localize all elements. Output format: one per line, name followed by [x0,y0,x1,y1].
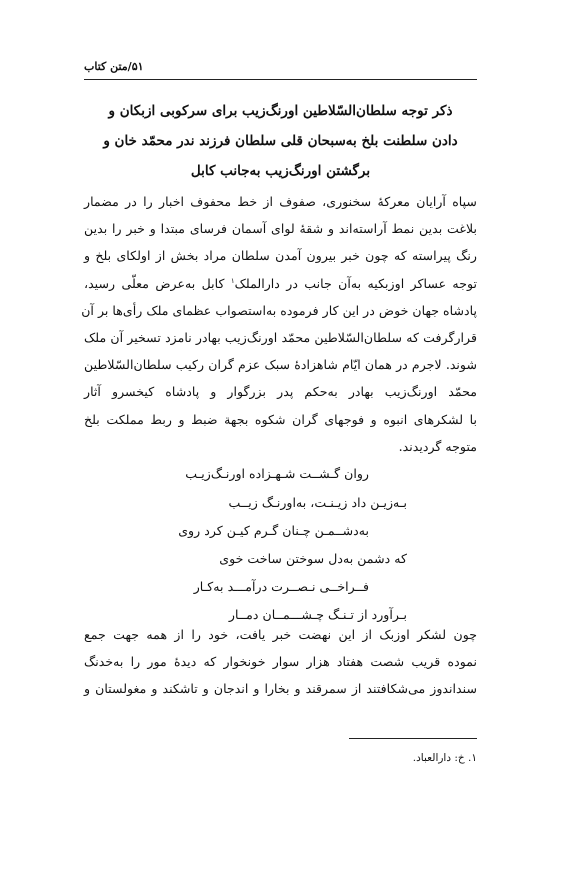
body-line: شوند. لاجرم در همان ایّام شاهزادهٔ سبک عزم گران رکیب سلطان‌السّلاطین [84,357,477,373]
body-line: سپاه آرایان معرکهٔ سخنوری، صفوف از خط محفوف اخبار را در مضمار [84,194,477,209]
verse-5: فــراخــی نـصــرت درآمـــد به‌کـار [193,579,369,594]
chapter-title [84,96,477,186]
running-head: ۵۱/متن کتاب [84,60,144,73]
header-divider [84,79,477,80]
body-line: بلاغت بدین نمط آراسته‌اند و شقهٔ لوای آسمان فرسای مبتدا و خبر را بدین [84,221,477,237]
page-header [84,56,477,80]
verse-6: بـرآورد از تـنـگ چـشـــمــان دمــار [228,607,407,622]
body-line: چون لشکر اوزبک از این نهضت خبر یافت، خود را از همه جهت جمع [84,627,477,642]
verse-1: روان گـشــت شـهـزاده اورنـگ‌زیـب [185,466,369,481]
footnote-divider [349,738,477,739]
footnote: ۱. خ: دارالعباد. [412,752,477,764]
paragraph-1 [81,188,477,460]
body-line-part: کابل به‌عرض معلّی رسید، [84,275,225,291]
body-line-part: توجه عساکر اوزبکیه به‌آن جانب در دارالملک [234,275,477,291]
body-line-with-footnote [84,270,477,297]
body-line: رنگ پیراسته که چون خبر بیرون آمدن سلطان مراد بخش از اولکای بلخ و [84,248,477,264]
body-line: پادشاه جهان خوض در این کار فرموده به‌استصواب عظمای ملک رأی‌ها بر آن [81,302,477,318]
body-line: سنداندوز می‌شکافتند از سمرقند و بخارا و اندجان و تاشکند و مغولستان و [84,681,477,697]
title-line-3: برگشتن اورنگ‌زیب به‌جانب کابل [190,163,371,179]
title-line-1: ذکر توجه سلطان‌السّلاطین اورنگ‌زیب برای سرکوبی ازبکان و [108,103,453,119]
verse-4: که دشمن به‌دل سوختن ساخت خوی [219,551,407,566]
verse-3: به‌دشــمـن چـنان گـرم کیـن کرد روی [178,523,369,538]
body-line: نموده قریب شصت هفتاد هزار سوار خونخوار که دیدهٔ مور را به‌خدنگ [84,654,477,670]
footnote-marker[interactable]: ۱ [230,276,235,285]
body-line: متوجه گردیدند. [398,438,477,454]
title-line-2: دادن سلطنت بلخ به‌سبحان قلی سلطان فرزند ندر محمّد خان و [103,133,458,149]
verse-2: بـه‌زیـن داد زیـنـت، به‌اورنـگ زیــب [228,495,407,510]
body-line: قرارگرفت که سلطان‌السّلاطین محمّد اورنگ‌زیب بهادر نامزد تسخیر آن ملک [84,330,477,346]
poem [84,466,477,622]
paragraph-2 [84,621,477,703]
body-line: با لشکرهای انبوه و فوجهای گران شکوه بجهة ضبط و ربط مملکت بلخ [84,411,477,427]
body-line: محمّد اورنگ‌زیب بهادر به‌حکم پدر بزرگوار و پادشاه کیخسرو آثار [84,384,477,400]
